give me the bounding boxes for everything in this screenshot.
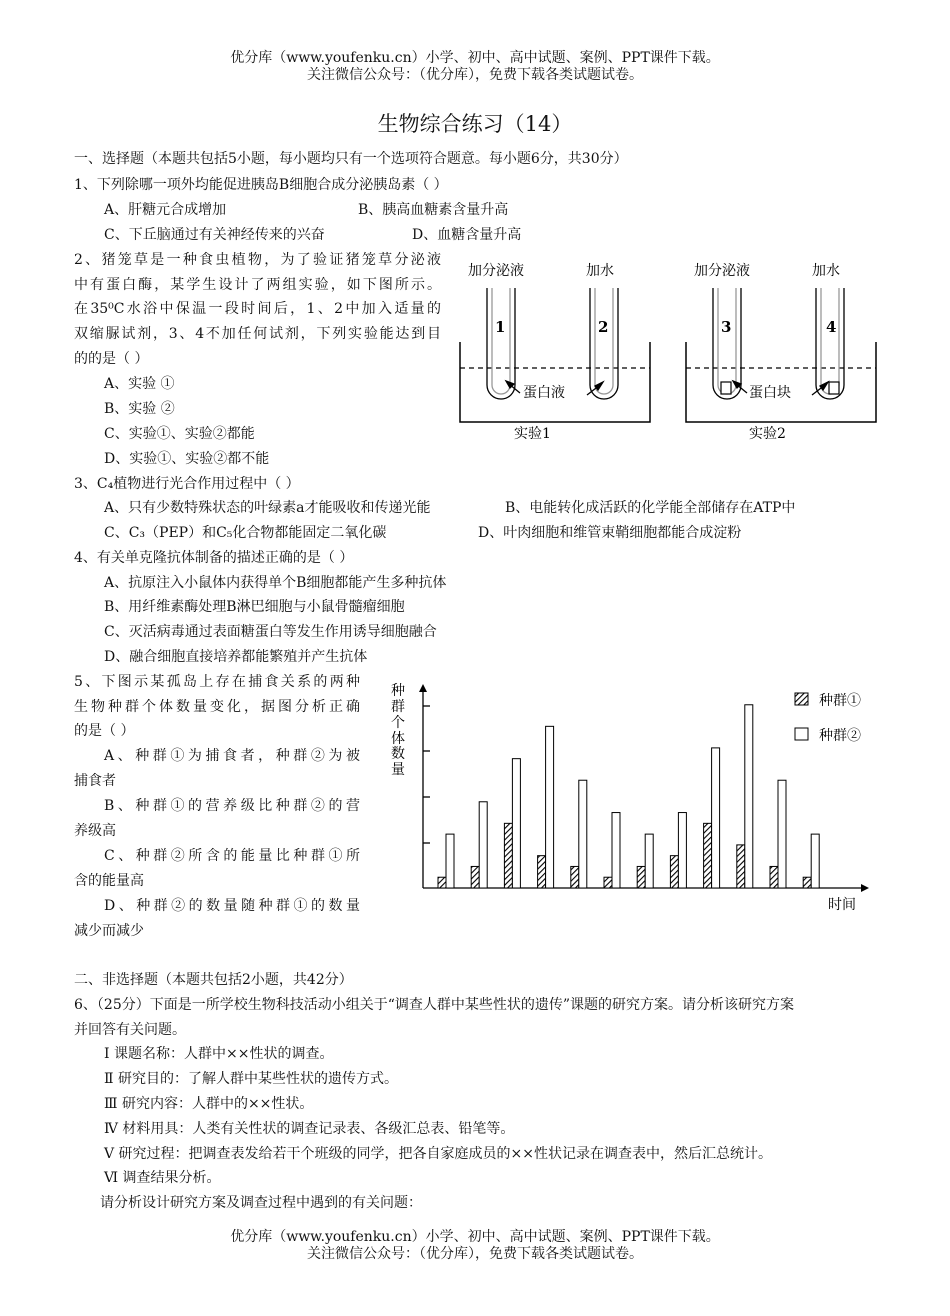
q4-option-d: D、融合细胞直接培养都能繁殖并产生抗体 bbox=[104, 649, 368, 665]
section2-heading: 二、非选择题（本题共包括2小题，共42分） bbox=[74, 972, 353, 988]
bar-series-2 bbox=[612, 813, 620, 888]
label-water-2: 加水 bbox=[812, 263, 840, 279]
q6-item: Ⅲ 研究内容：人群中的××性状。 bbox=[104, 1096, 314, 1112]
bar-series-1 bbox=[504, 823, 512, 888]
bar-series-1 bbox=[571, 866, 579, 888]
bar-series-1 bbox=[704, 823, 712, 888]
protein-block-4 bbox=[829, 382, 839, 394]
page-title: 生物综合练习（14） bbox=[377, 112, 573, 136]
q5-option-c: C、种群②所含的能量比种群①所 bbox=[104, 848, 360, 864]
bar-series-2 bbox=[811, 834, 819, 888]
q5-stem-line: 生物种群个体数量变化，据图分析正确 bbox=[74, 699, 360, 715]
bar-series-2 bbox=[579, 780, 587, 888]
beaker-1 bbox=[460, 342, 650, 422]
q5-stem-line: 5、下图示某孤岛上存在捕食关系的两种 bbox=[74, 674, 360, 690]
bars-group bbox=[438, 705, 819, 888]
q5-option-b: B、种群①的营养级比种群②的营 bbox=[104, 798, 360, 814]
bar-series-1 bbox=[670, 856, 678, 888]
test-tube-4-inner bbox=[821, 288, 839, 394]
q2-stem-line: 的的是（ ） bbox=[74, 351, 149, 367]
q6-closing: 请分析设计研究方案及调查过程中遇到的有关问题： bbox=[100, 1195, 422, 1211]
bar-series-2 bbox=[479, 802, 487, 888]
label-secretion-1: 加分泌液 bbox=[468, 263, 524, 279]
test-tube-2-inner bbox=[595, 288, 613, 394]
bar-series-1 bbox=[604, 877, 612, 888]
q5-option-a: A、种群①为捕食者，种群②为被 bbox=[104, 748, 360, 764]
protein-block-3 bbox=[721, 382, 731, 394]
q6-item: Ⅰ 课题名称：人群中××性状的调查。 bbox=[104, 1046, 334, 1062]
y-ticks bbox=[423, 706, 430, 843]
q3-option-b: B、电能转化成活跃的化学能全部储存在ATP中 bbox=[505, 500, 796, 516]
test-tube-1-inner bbox=[492, 288, 510, 394]
bar-series-1 bbox=[438, 877, 446, 888]
bar-series-2 bbox=[712, 748, 720, 888]
label-experiment-2: 实验2 bbox=[749, 426, 786, 442]
q2-option-b: B、实验 ② bbox=[104, 401, 175, 417]
tube-number-4: 4 bbox=[826, 318, 837, 336]
label-protein-liquid: 蛋白液 bbox=[523, 385, 565, 401]
q4-stem: 4、有关单克隆抗体制备的描述正确的是（ ） bbox=[74, 550, 354, 566]
bar-series-2 bbox=[546, 726, 554, 888]
y-label-char: 体 bbox=[391, 731, 405, 747]
y-label-char: 群 bbox=[391, 699, 405, 715]
header-line-1: 优分库（www.youfenku.cn）小学、初中、高中试题、案例、PPT课件下载。 bbox=[230, 50, 720, 66]
label-secretion-2: 加分泌液 bbox=[694, 263, 750, 279]
population-chart bbox=[385, 676, 885, 921]
bar-series-2 bbox=[512, 759, 520, 888]
y-label-char: 种 bbox=[391, 683, 405, 699]
label-protein-block: 蛋白块 bbox=[749, 385, 791, 401]
q1-stem: 1、下列除哪一项外均能促进胰岛B细胞合成分泌胰岛素（ ） bbox=[74, 177, 448, 193]
bar-series-1 bbox=[737, 845, 745, 888]
tube-number-2: 2 bbox=[598, 318, 609, 336]
y-label-char: 个 bbox=[391, 715, 405, 731]
q2-option-d: D、实验①、实验②都不能 bbox=[104, 451, 270, 467]
q6-stem-line-2: 并回答有关问题。 bbox=[74, 1022, 186, 1038]
q1-option-d: D、血糖含量升高 bbox=[412, 227, 522, 243]
bar-series-2 bbox=[745, 705, 753, 888]
footer-line-1: 优分库（www.youfenku.cn）小学、初中、高中试题、案例、PPT课件下载。 bbox=[230, 1229, 720, 1245]
q5-option-b-cont: 养级高 bbox=[74, 823, 116, 839]
beaker-2 bbox=[686, 342, 876, 422]
y-label-char: 量 bbox=[391, 762, 405, 778]
bar-series-2 bbox=[778, 780, 786, 888]
q6-item: Ⅱ 研究目的：了解人群中某些性状的遗传方式。 bbox=[104, 1071, 398, 1087]
q4-option-b: B、用纤维素酶处理B淋巴细胞与小鼠骨髓瘤细胞 bbox=[104, 599, 405, 615]
q1-option-c: C、下丘脑通过有关神经传来的兴奋 bbox=[104, 227, 325, 243]
x-axis-arrow bbox=[861, 884, 869, 892]
q2-stem-line: 在35⁰C水浴中保温一段时间后，1、2中加入适量的 bbox=[74, 301, 441, 317]
q5-option-d: D、种群②的数量随种群①的数量 bbox=[104, 898, 360, 914]
q2-stem-line: 中有蛋白酶，某学生设计了两组实验，如下图所示。 bbox=[74, 277, 441, 293]
section1-heading: 一、选择题（本题共包括5小题，每小题均只有一个选项符合题意。每小题6分，共30分） bbox=[74, 151, 628, 167]
q6-item: Ⅵ 调查结果分析。 bbox=[104, 1170, 221, 1186]
tube-number-3: 3 bbox=[721, 318, 732, 336]
bar-series-1 bbox=[770, 866, 778, 888]
test-tube-3-inner bbox=[718, 288, 736, 394]
q2-stem-line: 2、猪笼草是一种食虫植物，为了验证猪笼草分泌液 bbox=[74, 252, 441, 268]
bar-series-2 bbox=[678, 813, 686, 888]
bar-series-1 bbox=[803, 877, 811, 888]
q1-option-a: A、肝糖元合成增加 bbox=[104, 202, 227, 218]
bar-series-1 bbox=[637, 866, 645, 888]
q3-option-d: D、叶肉细胞和维管束鞘细胞都能合成淀粉 bbox=[478, 525, 742, 541]
q2-stem-line: 双缩脲试剂，3、4不加任何试剂，下列实验能达到目 bbox=[74, 326, 441, 342]
test-tube-2 bbox=[590, 288, 618, 399]
q6-item: Ⅴ 研究过程：把调查表发给若干个班级的同学，把各自家庭成员的××性状记录在调查表中，然后汇总统计。 bbox=[104, 1146, 773, 1162]
q4-option-c: C、灭活病毒通过表面糖蛋白等发生作用诱导细胞融合 bbox=[104, 624, 437, 640]
q1-option-b: B、胰高血糖素含量升高 bbox=[358, 202, 509, 218]
q5-option-c-cont: 含的能量高 bbox=[74, 873, 144, 889]
q3-option-c: C、C₃（PEP）和C₅化合物都能固定二氧化碳 bbox=[104, 525, 387, 541]
q5-option-d-cont: 减少而减少 bbox=[74, 923, 144, 939]
q2-option-a: A、实验 ① bbox=[104, 376, 175, 392]
q5-option-a-cont: 捕食者 bbox=[74, 773, 116, 789]
q3-stem: 3、C₄植物进行光合作用过程中（ ） bbox=[74, 476, 300, 492]
experiment-figure bbox=[450, 255, 890, 450]
y-axis-arrow bbox=[419, 684, 427, 692]
bar-series-1 bbox=[471, 866, 479, 888]
bar-series-2 bbox=[645, 834, 653, 888]
legend-label-series-1: 种群① bbox=[819, 693, 861, 709]
q6-item: Ⅳ 材料用具：人类有关性状的调查记录表、各级汇总表、铅笔等。 bbox=[104, 1121, 515, 1137]
header-line-2: 关注微信公众号：（优分库），免费下载各类试题试卷。 bbox=[307, 67, 643, 83]
q2-option-c: C、实验①、实验②都能 bbox=[104, 426, 255, 442]
y-label-char: 数 bbox=[391, 746, 405, 762]
footer-line-2: 关注微信公众号：（优分库），免费下载各类试题试卷。 bbox=[307, 1246, 643, 1262]
bar-series-2 bbox=[446, 834, 454, 888]
q5-stem-line: 的是（ ） bbox=[74, 723, 135, 739]
label-water-1: 加水 bbox=[586, 263, 614, 279]
label-experiment-1: 实验1 bbox=[514, 426, 551, 442]
legend-label-series-2: 种群② bbox=[819, 728, 861, 744]
q3-option-a: A、只有少数特殊状态的叶绿素a才能吸收和传递光能 bbox=[104, 500, 431, 516]
legend-swatch-series-2 bbox=[795, 728, 808, 740]
legend-swatch-series-1 bbox=[795, 693, 808, 705]
q4-option-a: A、抗原注入小鼠体内获得单个B细胞都能产生多种抗体 bbox=[104, 575, 447, 591]
x-axis-label: 时间 bbox=[828, 897, 856, 913]
tube-number-1: 1 bbox=[495, 318, 506, 336]
bar-series-1 bbox=[538, 856, 546, 888]
q6-stem-line-1: 6、（25分）下面是一所学校生物科技活动小组关于“调查人群中某些性状的遗传”课题的研究方案。请分析该研究方案 bbox=[74, 997, 795, 1013]
